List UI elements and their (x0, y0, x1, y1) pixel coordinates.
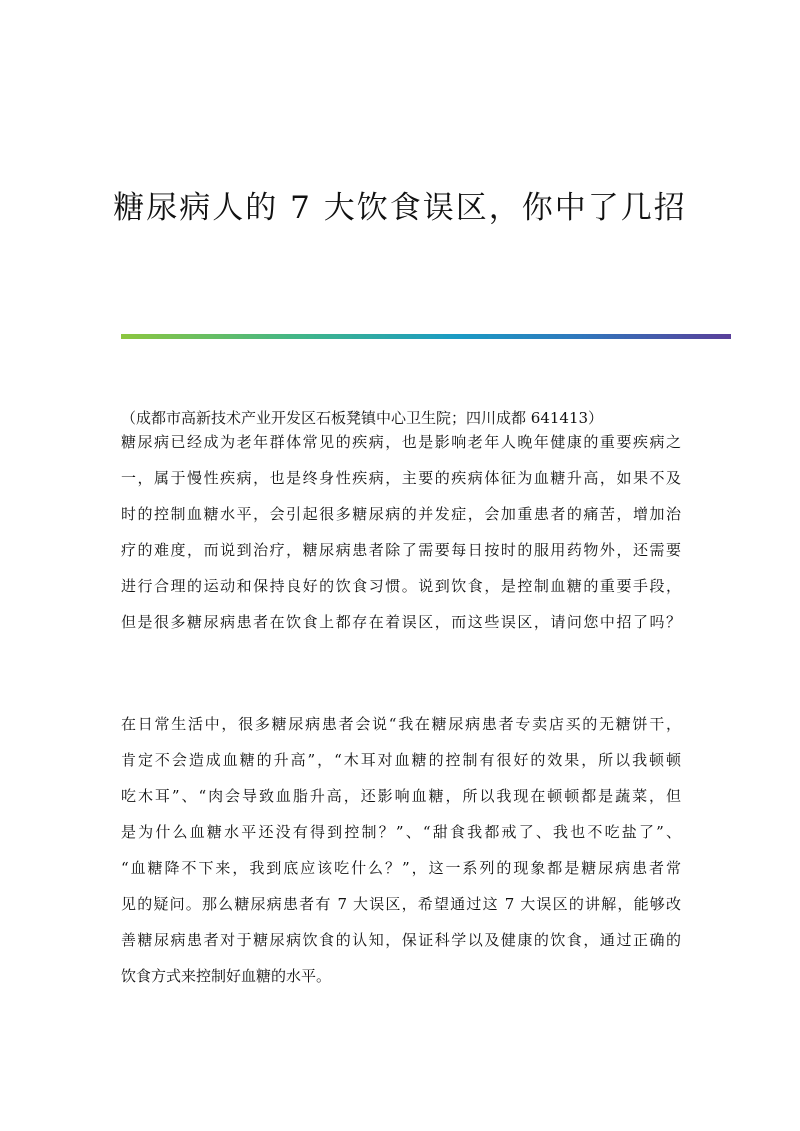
document-title: 糖尿病人的 7 大饮食误区，你中了几招 (113, 190, 687, 226)
paragraph-line: 疗的难度，而说到治疗，糖尿病患者除了需要每日按时的服用药物外，还需要 (121, 541, 681, 559)
paragraph-line: 饮食方式来控制好血糖的水平。 (121, 967, 332, 985)
paragraph-line: 在日常生活中，很多糖尿病患者会说“我在糖尿病患者专卖店买的无糖饼干， (121, 715, 681, 733)
author-affiliation: （成都市高新技术产业开发区石板凳镇中心卫生院；四川成都 641413） (121, 409, 604, 427)
paragraph-line: 时的控制血糖水平，会引起很多糖尿病的并发症，会加重患者的痛苦，增加治 (121, 505, 681, 523)
paragraph-line: “血糖降不下来，我到底应该吃什么？”，这一系列的现象都是糖尿病患者常 (121, 859, 681, 877)
paragraph-line: 见的疑问。那么糖尿病患者有 7 大误区，希望通过这 7 大误区的讲解，能够改 (121, 895, 681, 913)
paragraph-line: 糖尿病已经成为老年群体常见的疾病，也是影响老年人晚年健康的重要疾病之 (121, 433, 681, 451)
title-divider (121, 334, 731, 339)
paragraph-line: 进行合理的运动和保持良好的饮食习惯。说到饮食，是控制血糖的重要手段， (121, 577, 681, 595)
paragraph-line: 善糖尿病患者对于糖尿病饮食的认知，保证科学以及健康的饮食，通过正确的 (121, 931, 681, 949)
body-paragraph-1 (121, 424, 681, 640)
paragraph-line: 一，属于慢性疾病，也是终身性疾病，主要的疾病体征为血糖升高，如果不及 (121, 469, 681, 487)
paragraph-line: 但是很多糖尿病患者在饮食上都存在着误区，而这些误区，请问您中招了吗？ (121, 613, 681, 631)
paragraph-line: 吃木耳”、“肉会导致血脂升高，还影响血糖，所以我现在顿顿都是蔬菜，但 (121, 787, 681, 805)
body-paragraph-2 (121, 706, 681, 994)
paragraph-line: 肯定不会造成血糖的升高”，“木耳对血糖的控制有很好的效果，所以我顿顿 (121, 751, 681, 769)
paragraph-line: 是为什么血糖水平还没有得到控制？”、“甜食我都戒了、我也不吃盐了”、 (121, 823, 681, 841)
